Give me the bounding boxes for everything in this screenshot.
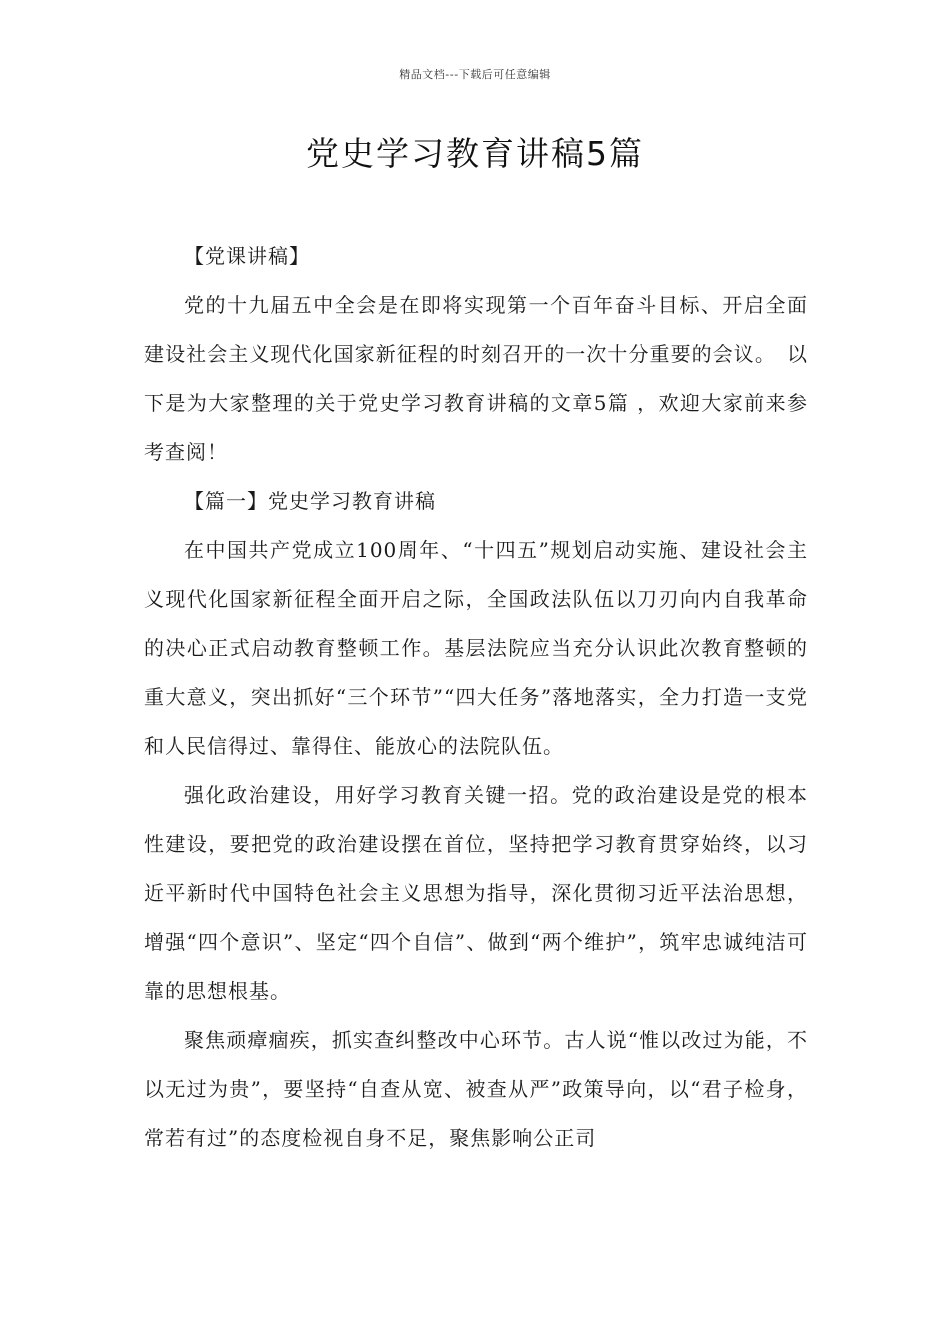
header-note: 精品文档---下载后可任意编辑 [399,68,551,81]
document-body [144,232,808,1163]
section-tag: 【党课讲稿】 [184,244,310,268]
document-title: 党史学习教育讲稿5篇 [306,134,644,173]
intro-paragraph: 党的十九届五中全会是在即将实现第一个百年奋斗目标、开启全面建设社会主义现代化国家新征程的时刻召开的一次十分重要的会议。 以下是为大家整理的关于党史学习教育讲稿的文章5篇 ，欢迎大家前来参考查阅！ [144,293,808,464]
paragraph-3: 聚焦顽瘴痼疾，抓实查纠整改中心环节。古人说“惟以改过为能，不以无过为贵”，要坚持“自查从宽、被查从严”政策导向，以“君子检身，常若有过”的态度检视自身不足，聚焦影响公正司 [144,1028,808,1150]
paragraph-2: 强化政治建设，用好学习教育关键一招。党的政治建设是党的根本性建设，要把党的政治建设摆在首位，坚持把学习教育贯穿始终，以习近平新时代中国特色社会主义思想为指导，深化贯彻习近平法治思想，增强“四个意识”、坚定“四个自信”、做到“两个维护”，筑牢忠诚纯洁可靠的思想根基。 [144,783,808,1003]
paragraph-1: 在中国共产党成立100周年、“十四五”规划启动实施、建设社会主义现代化国家新征程全面开启之际，全国政法队伍以刀刃向内自我革命的决心正式启动教育整顿工作。基层法院应当充分认识此次教育整顿的重大意义，突出抓好“三个环节”“四大任务”落地落实，全力打造一支党和人民信得过、靠得住、能放心的法院队伍。 [144,538,808,758]
part1-heading: 【篇一】党史学习教育讲稿 [184,489,436,513]
